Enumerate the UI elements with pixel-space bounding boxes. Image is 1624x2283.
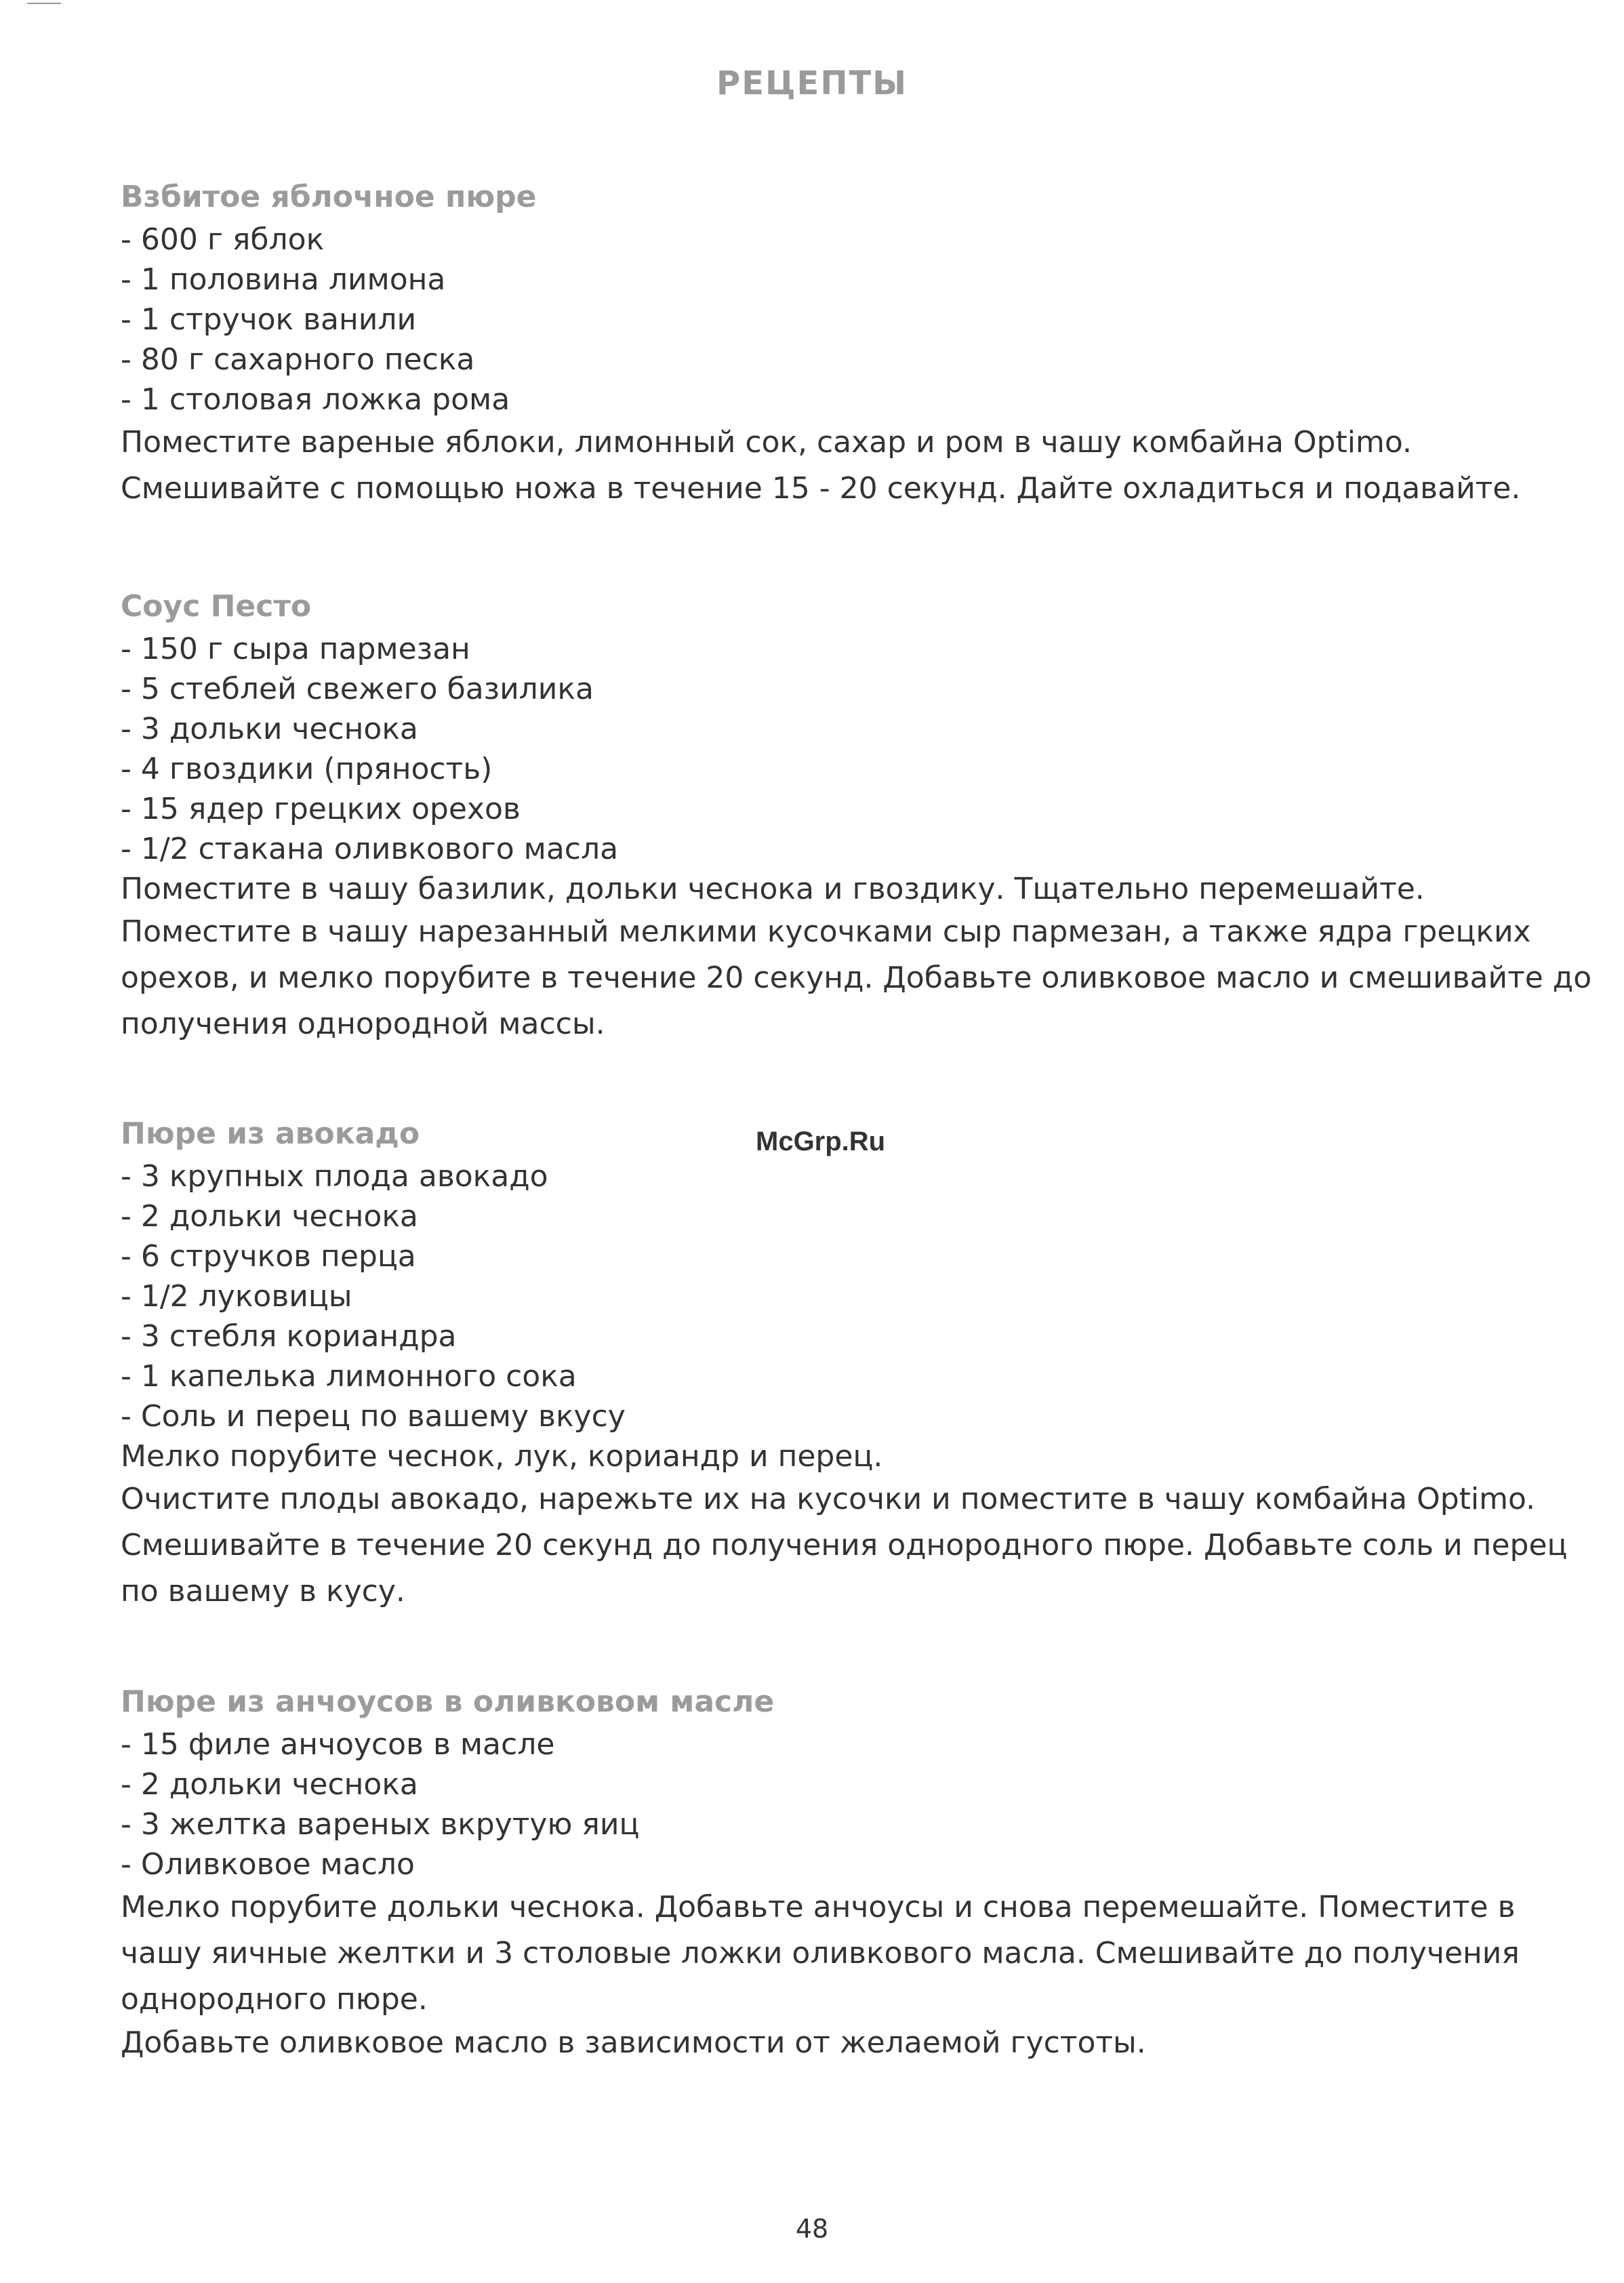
ingredient: - 2 дольки чеснока [121,1199,418,1234]
recipe-apple-puree [121,178,1598,512]
recipe-step: Поместите в чашу базилик, дольки чеснока и гвоздику. Тщательно перемешайте. [121,872,1425,906]
ingredient: - 3 стебля кориандра [121,1319,457,1354]
ingredient: - 3 дольки чеснока [121,712,418,746]
ingredient: - 1 капелька лимонного сока [121,1359,577,1394]
page-title: РЕЦЕПТЫ [716,64,908,102]
ingredient: - 80 г сахарного песка [121,342,475,377]
recipe-avocado-puree [121,1114,1598,1615]
ingredient: - 4 гвоздики (пряность) [121,752,493,786]
ingredient: - 1/2 луковицы [121,1279,352,1314]
ingredient: - 1 половина лимона [121,262,446,297]
ingredient: - 600 г яблок [121,222,325,257]
ingredient: - 1/2 стакана оливкового масла [121,832,619,866]
ingredient: - Оливковое масло [121,1847,415,1882]
recipe-title: Соус Песто [121,589,312,624]
ingredient: - 1 столовая ложка рома [121,382,510,417]
recipe-title: Пюре из авокадо [121,1116,420,1151]
ingredient-list [121,220,1598,420]
recipe-title: Пюре из анчоусов в оливковом масле [121,1684,775,1719]
ingredient: - 6 стручков перца [121,1239,416,1274]
ingredient: - 15 филе анчоусов в масле [121,1727,555,1762]
recipe-step: Мелко порубите чеснок, лук, кориандр и перец. [121,1439,883,1474]
ingredient: - 3 крупных плода авокадо [121,1159,548,1194]
recipe-step: Добавьте оливковое масло в зависимости от желаемой густоты. [121,2025,1146,2060]
recipe-step: Поместите в чашу нарезанный мелкими кусочками сыр пармезан, а также ядра грецких орехов, и мелко порубите в течение 20 секунд. Добавьте оливковое масло и смешивайте до получения однородной массы. [121,914,1592,1041]
recipe-step: Поместите вареные яблоки, лимонный сок, сахар и ром в чашу комбайна Optimo. Смешивайте с помощью ножа в течение 15 - 20 секунд. Дайте охладиться и подавайте. [121,425,1521,506]
recipe-step: Мелко порубите дольки чеснока. Добавьте анчоусы и снова перемешайте. Поместите в чашу яичные желтки и 3 столовые ложки оливкового масла. Смешивайте до получения однородного пюре. [121,1890,1520,2017]
recipe-pesto [121,587,1598,1047]
ingredient: - 150 г сыра пармезан [121,632,470,666]
ingredient-list [121,1156,1598,1436]
ingredient: - 15 ядер грецких орехов [121,792,521,826]
ingredient-list [121,629,1598,869]
page-number: 48 [795,2214,829,2244]
ingredient: - 2 дольки чеснока [121,1767,418,1802]
ingredient: - 1 стручок ванили [121,302,417,337]
recipe-anchovy-puree [121,1682,1598,2063]
recipe-step: Очистите плоды авокадо, нарежьте их на кусочки и поместите в чашу комбайна Optimo. Смешивайте в течение 20 секунд до получения однородного пюре. Добавьте соль и перец по вашему в кусу. [121,1482,1568,1609]
watermark: McGrp.Ru [756,1127,886,1156]
ingredient-list [121,1724,1598,1884]
scan-mark [27,3,61,4]
ingredient: - 3 желтка вареных вкрутую яиц [121,1807,640,1842]
ingredient: - 5 стеблей свежего базилика [121,672,594,706]
recipe-title: Взбитое яблочное пюре [121,180,537,214]
ingredient: - Соль и перец по вашему вкусу [121,1399,626,1434]
